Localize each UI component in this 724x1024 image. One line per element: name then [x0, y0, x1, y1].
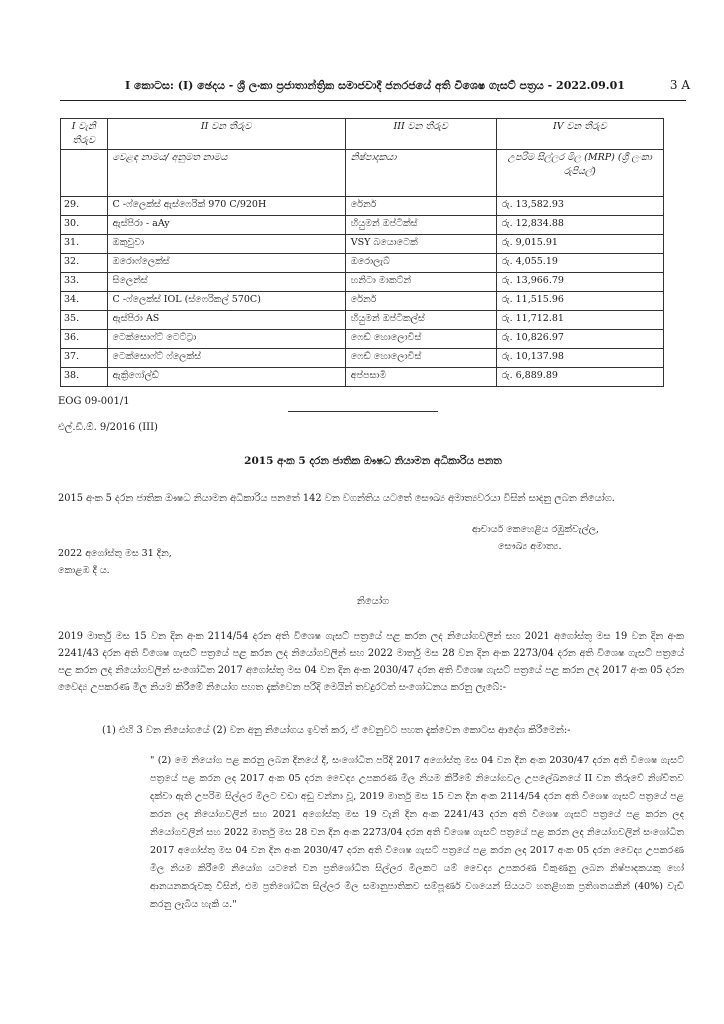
signatory-name: ආචාර්ය කෙහෙළිය රඹුක්වැල්ල, — [472, 524, 600, 535]
trade-name: ටෙක්සොෆ්ට් ටෙට්ට්‍රා — [107, 330, 345, 349]
max-retail-price: රු. 10,826.97 — [496, 330, 663, 349]
manufacturer: හියුමන් ඔප්ටික්ස් — [345, 216, 496, 235]
row-number: 34. — [61, 292, 108, 311]
manufacturer: රේනර් — [345, 292, 496, 311]
col-header-1: I වැනි තීරුව — [61, 119, 108, 150]
sub-header-4: උපරිම සිල්ලර මිල (MRP) (ශ්‍රී ලංකා රුපියල්) — [496, 150, 663, 197]
max-retail-price: රු. 13,966.79 — [496, 273, 663, 292]
max-retail-price: රු. 12,834.88 — [496, 216, 663, 235]
reference-eog: EOG 09-001/1 — [58, 396, 130, 407]
reference-ldo: එල්.ඩී.ඕ. 9/2016 (III) — [58, 422, 158, 433]
max-retail-price: රු. 9,015.91 — [496, 235, 663, 254]
table-row — [61, 368, 664, 387]
table-row — [61, 330, 664, 349]
body-paragraph: 2019 මාර්තු මස 15 වන දින අංක 2114/54 දරන අති විශෙෂ ගැසට් පත්‍රයේ පළ කරන ලද නියෝගවලින් සහ 2021 අගෝස්තු මස 19 වන දින අංක 2241/43 දරන අති විශෙෂ ගැසට් පත්‍රයේ පළ කරන ලද නියෝගවලින් සහ 2022 මාර්තු මස 28 වන දින අංක 2273/04 දරන අති විශෙෂ ගැසට් පත්‍රයේ පළ කරන ලද නියෝගවලින් සංශෝධිත 2017 අගෝස්තු මස 04 වන දින අංක 2030/47 දරන අති විශෙෂ ගැසට් පත්‍රයේ පළ කරන ලද 2017 අංක 05 දරන වෛද්‍ය උපකරණ මිල නියම කිරීමේ නියෝග පහත දැක්වෙන පරිදි මෙයින් තවදුරටත් සංශෝධනය කරනු ලැබේ:- — [58, 631, 684, 693]
max-retail-price: රු. 10,137.98 — [496, 349, 663, 368]
page-header — [60, 78, 690, 93]
manufacturer: හනිටා මාකට්න් — [345, 273, 496, 292]
sub-header-row — [61, 150, 664, 197]
trade-name: ටෙක්සොෆ්ට් ෆ්ලෙක්ස් — [107, 349, 345, 368]
table-row — [61, 216, 664, 235]
manufacturer: ෆෙඩ් හොලොවිස් — [345, 349, 496, 368]
manufacturer: VSY බයොටෙක් — [345, 235, 496, 254]
section-divider — [288, 411, 438, 412]
price-schedule-table — [60, 118, 664, 387]
max-retail-price: රු. 13,582.93 — [496, 197, 663, 216]
table-row — [61, 292, 664, 311]
col-header-3: III වන තීරුව — [345, 119, 496, 150]
col-header-2: II වන තීරුව — [107, 119, 345, 150]
table-row — [61, 273, 664, 292]
row-number: 35. — [61, 311, 108, 330]
column-header-row — [61, 119, 664, 150]
max-retail-price: රු. 4,055.19 — [496, 254, 663, 273]
trade-name: C -ෆ්ලෙක්ස් ඇස්ෆෙරික් 970 C/920H — [107, 197, 345, 216]
table-row — [61, 254, 664, 273]
act-heading: 2015 අංක 5 දරන ජාතික ඖෂධ නියාමන අධිකාරිය පනත — [244, 455, 502, 467]
trade-name: ඇක්‍රිෆෝල්ඩ් — [107, 368, 345, 387]
date-line: 2022 අගෝස්තු මස 31 දින, — [58, 548, 172, 559]
header-title: I කොටස: (I) ඡෙදය - ශ්‍රී ලංකා ප්‍රජාතාන්ත්‍රික සමාජවාදී ජනරජයේ අති විශෙෂ ගැසට් පත්‍රය - 2022.09.01 — [125, 79, 625, 92]
max-retail-price: රු. 11,712.81 — [496, 311, 663, 330]
place-line: කොළඹ දී ය. — [58, 565, 110, 576]
row-number: 36. — [61, 330, 108, 349]
trade-name: ඇස්පිරා AS — [107, 311, 345, 330]
row-number: 29. — [61, 197, 108, 216]
manufacturer: රේනර් — [345, 197, 496, 216]
manufacturer: ඔරොලැබ් — [345, 254, 496, 273]
table-row — [61, 235, 664, 254]
trade-name: ඔරොෆ්ලෙක්ස් — [107, 254, 345, 273]
trade-name: ඔකුවුවා — [107, 235, 345, 254]
max-retail-price: රු. 11,515.96 — [496, 292, 663, 311]
manufacturer: ෆෙඩ් හොලොවිස් — [345, 330, 496, 349]
row-number: 30. — [61, 216, 108, 235]
sub-header-3: නිෂ්පාදකයා — [345, 150, 496, 197]
manufacturer: හියුමන් ඔප්ටිකල්ස් — [345, 311, 496, 330]
table-row — [61, 197, 664, 216]
amendment-item-1: (1) එහි 3 වන නියෝගයේ (2) වන අනු නියෝගය ඉවත් කර, ඒ වෙනුවට පහත දැක්වෙන කොටස ආදේශ කිරීමෙන්:- — [102, 725, 571, 736]
trade-name: ඇස්පිරා - aAy — [107, 216, 345, 235]
max-retail-price: රු. 6,889.89 — [496, 368, 663, 387]
trade-name: සිලෙන්ස් — [107, 273, 345, 292]
row-number: 37. — [61, 349, 108, 368]
amendment-quote: " (2) මෙ නියෝග පළ කරනු ලබන දිනයේ දී, සංශෝධිත පරිදි 2017 අගෝස්තු මස 04 වන දින අංක 2030/47 දරන අති විශෙෂ ගැසට් පත්‍රයේ පළ කරන ලද 2017 අංක 05 දරන වෛද්‍ය උපකරණ මිල නියම කිරීමේ නියෝගවල උපලේඛනයේ II වන තීරුවේ නිශ්චිතව දක්වා ඇති උපරිම සිල්ලර මිලට වඩා අඩු වන්නා වූ, 2019 මාර්තු මස 15 වන දින අංක 2114/54 දරන අති විශෙෂ ගැසට් පත්‍රයේ පළ කරන ලද නියෝගවලින් සහ 2021 අගෝස්තු මස 19 වැනි දින අංක 2241/43 දරන අති විශෙෂ ගැසට් පත්‍රයේ පළ කරන ලද නියෝගවලින් සහ 2022 මාර්තු මස 28 වන දින අංක 2273/04 දරන අති විශෙෂ ගැසට් පත්‍රයේ පළ කරන ලද නියෝගවලින් සංශෝධිත 2017 අගෝස්තු මස 04 වන දින අංක 2030/47 දරන අති විශෙෂ ගැසට් පත්‍රයේ පළ කරන ලද 2017 අංක 05 දරන වෛද්‍ය උපකරණ මිල නියම කිරීමේ නියෝග යටතේ වන ප්‍රතිශෝධිත සිල්ලර මිලකට යම් වෛද්‍ය උපකරණ විකුණනු ලබන නිෂ්පාදකයකු හෝ ආනයනකරුවකු විසින්, එම ප්‍රතිශෝධිත සිල්ලර මිල සමානුපාතිකව සම්පූර්ණ වශයෙන් සියයට හතළිහක ප්‍රතිශතයකින් (40%) වැඩි කරනු ලැබිය හැකි ය." — [150, 755, 684, 910]
row-number: 31. — [61, 235, 108, 254]
table-row — [61, 349, 664, 368]
manufacturer: අප්පසාමි — [345, 368, 496, 387]
signatory-title: සෞඛ්‍ය අමාත්‍ය. — [498, 541, 562, 552]
intro-paragraph: 2015 අංක 5 දරන ජාතික ඖෂධ නියාමන අධිකාරිය පනතේ 142 වන වගන්තිය යටතේ සෞඛ්‍ය අමාත්‍යවරයා විසින් සාදනු ලබන නියෝග. — [58, 493, 615, 504]
table-row — [61, 311, 664, 330]
sub-header-1 — [61, 150, 108, 197]
row-number: 32. — [61, 254, 108, 273]
row-number: 33. — [61, 273, 108, 292]
header-rule — [60, 100, 686, 101]
regulations-title: නියෝග — [356, 596, 390, 607]
col-header-4: IV වන තීරුව — [496, 119, 663, 150]
sub-header-2: වෙළඳ නාමය/ අනුමත නාමය — [107, 150, 345, 197]
row-number: 38. — [61, 368, 108, 387]
page-number: 3 A — [669, 78, 690, 92]
trade-name: C -ෆ්ලෙක්ස් IOL (ස්ෆෙරිකල් 570C) — [107, 292, 345, 311]
